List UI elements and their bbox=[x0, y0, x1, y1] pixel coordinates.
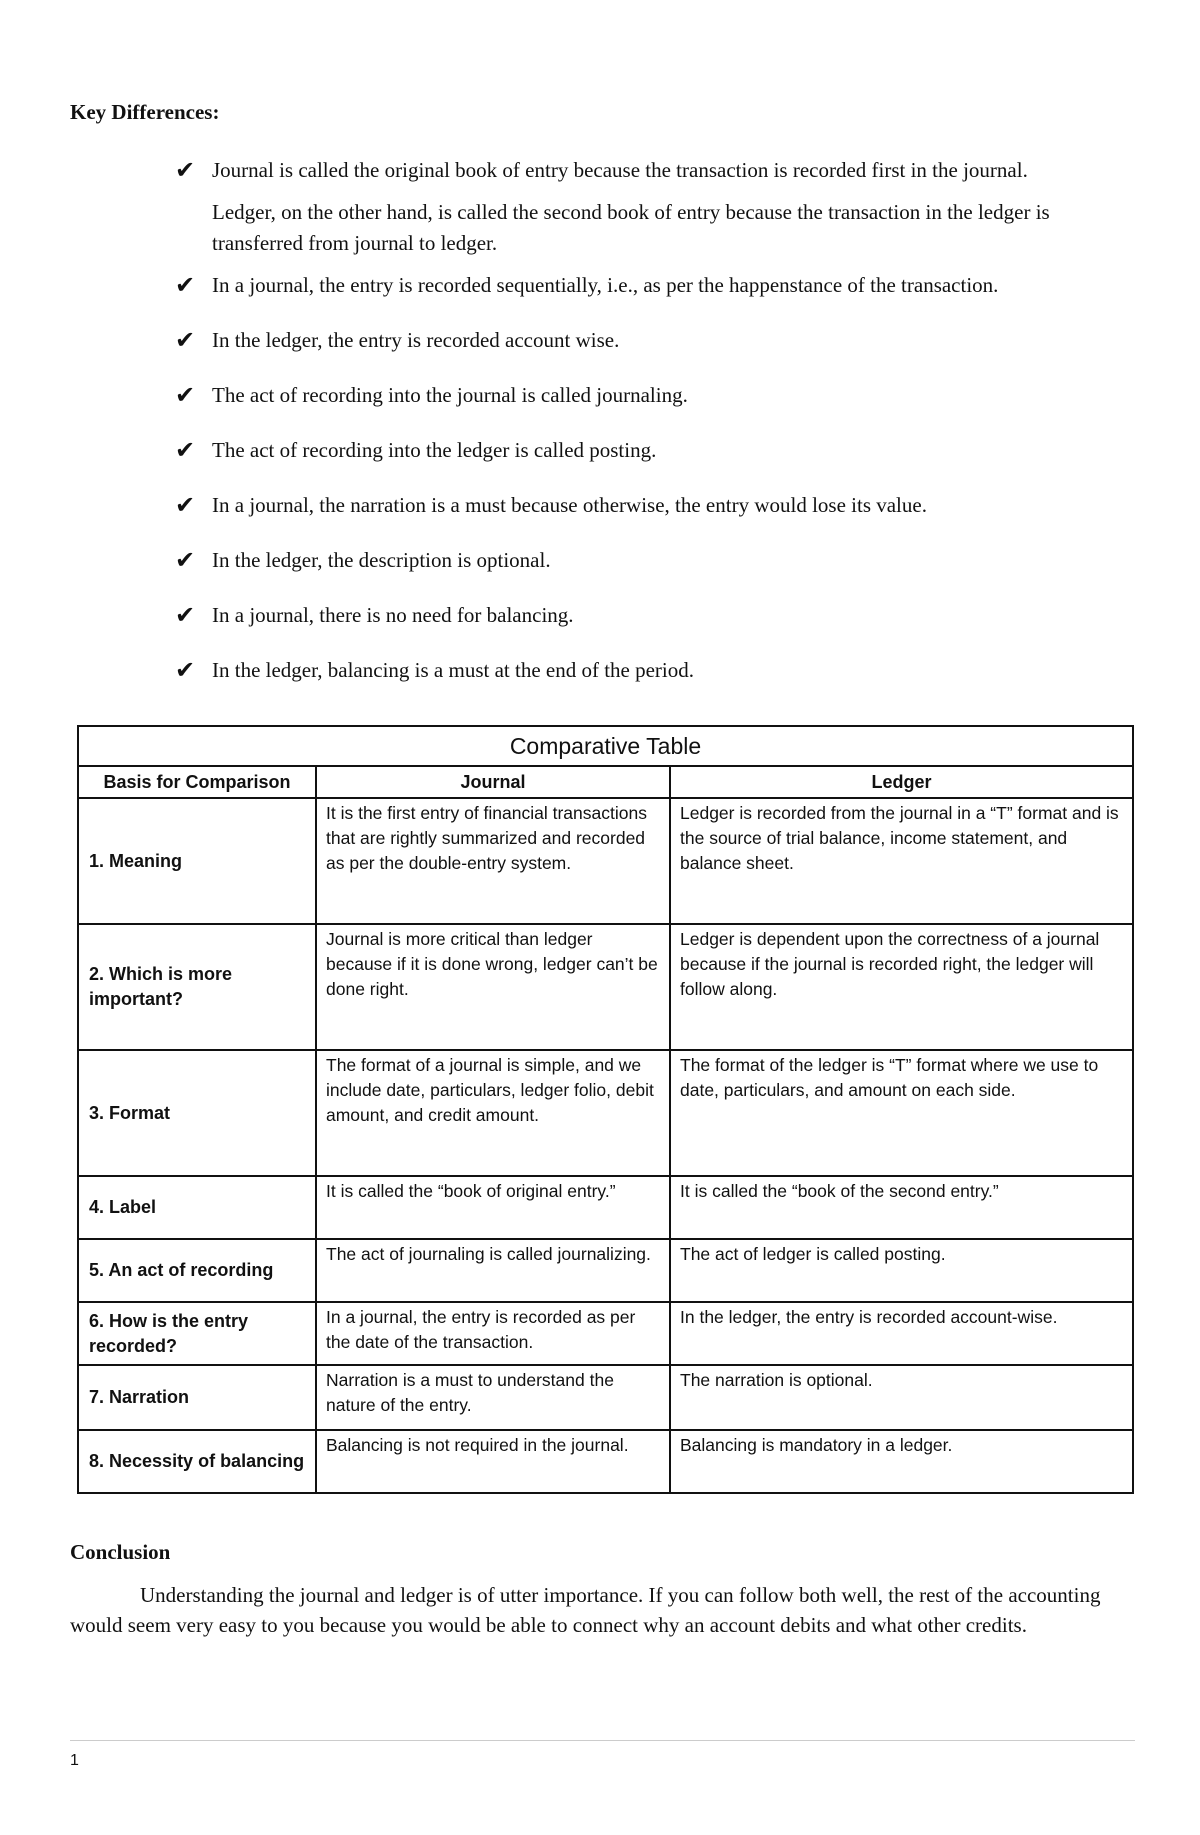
column-header-journal: Journal bbox=[316, 766, 670, 798]
comparative-table bbox=[77, 725, 1134, 1494]
list-item-text: In a journal, there is no need for balancing. bbox=[212, 603, 574, 627]
list-item-text: The act of recording into the ledger is called posting. bbox=[212, 438, 657, 462]
checkmark-icon: ✔ bbox=[175, 491, 196, 519]
ledger-cell: It is called the “book of the second entry.” bbox=[670, 1176, 1133, 1239]
checkmark-icon: ✔ bbox=[175, 381, 196, 409]
list-item-text: The act of recording into the journal is called journaling. bbox=[212, 383, 688, 407]
list-item bbox=[175, 490, 1135, 521]
journal-cell: The format of a journal is simple, and we include date, particulars, ledger folio, debit amount, and credit amount. bbox=[316, 1050, 670, 1176]
ledger-cell: Ledger is dependent upon the correctness of a journal because if the journal is recorded right, the ledger will follow along. bbox=[670, 924, 1133, 1050]
conclusion-paragraph: Understanding the journal and ledger is of utter importance. If you can follow both well, the rest of the accounting would seem very easy to you because you would be able to connect why an account debits and what other credits. bbox=[70, 1583, 1101, 1637]
table-row bbox=[78, 1430, 1133, 1493]
checkmark-icon: ✔ bbox=[175, 546, 196, 574]
checkmark-icon: ✔ bbox=[175, 326, 196, 354]
ledger-cell: In the ledger, the entry is recorded account-wise. bbox=[670, 1302, 1133, 1365]
journal-cell: Balancing is not required in the journal. bbox=[316, 1430, 670, 1493]
journal-cell: Narration is a must to understand the nature of the entry. bbox=[316, 1365, 670, 1430]
list-item-text: In a journal, the narration is a must because otherwise, the entry would lose its value. bbox=[212, 493, 927, 517]
table-header-row bbox=[78, 766, 1133, 798]
basis-cell: 5. An act of recording bbox=[78, 1239, 316, 1302]
checkmark-icon: ✔ bbox=[175, 656, 196, 684]
table-row bbox=[78, 1239, 1133, 1302]
list-item-text: Journal is called the original book of entry because the transaction is recorded first in the journal. bbox=[212, 158, 1028, 182]
ledger-cell: The act of ledger is called posting. bbox=[670, 1239, 1133, 1302]
table-row bbox=[78, 1050, 1133, 1176]
list-item bbox=[175, 600, 1135, 631]
checkmark-icon: ✔ bbox=[175, 156, 196, 184]
list-item-continuation: Ledger, on the other hand, is called the second book of entry because the transaction in the ledger is transferred from journal to ledger. bbox=[212, 200, 1050, 255]
column-header-ledger: Ledger bbox=[670, 766, 1133, 798]
column-header-basis: Basis for Comparison bbox=[78, 766, 316, 798]
key-differences-heading: Key Differences: bbox=[70, 100, 220, 124]
journal-cell: It is the first entry of financial transactions that are rightly summarized and recorded as per the double-entry system. bbox=[316, 798, 670, 924]
conclusion-heading: Conclusion bbox=[70, 1540, 171, 1564]
basis-cell: 8. Necessity of balancing bbox=[78, 1430, 316, 1493]
list-item bbox=[175, 270, 1135, 301]
journal-cell: In a journal, the entry is recorded as per the date of the transaction. bbox=[316, 1302, 670, 1365]
basis-cell: 6. How is the entry recorded? bbox=[78, 1302, 316, 1365]
checkmark-icon: ✔ bbox=[175, 436, 196, 464]
list-item-text: In the ledger, the description is optional. bbox=[212, 548, 551, 572]
list-item bbox=[175, 325, 1135, 356]
list-item-text: In the ledger, balancing is a must at the end of the period. bbox=[212, 658, 695, 682]
basis-cell: 7. Narration bbox=[78, 1365, 316, 1430]
journal-cell: Journal is more critical than ledger because if it is done wrong, ledger can’t be done right. bbox=[316, 924, 670, 1050]
table-title: Comparative Table bbox=[78, 726, 1133, 766]
table-row bbox=[78, 798, 1133, 924]
list-item bbox=[175, 545, 1135, 576]
journal-cell: It is called the “book of original entry.” bbox=[316, 1176, 670, 1239]
list-item-text: In the ledger, the entry is recorded account wise. bbox=[212, 328, 620, 352]
checkmark-icon: ✔ bbox=[175, 601, 196, 629]
table-row bbox=[78, 1176, 1133, 1239]
page-number: 1 bbox=[70, 1752, 79, 1769]
ledger-cell: Balancing is mandatory in a ledger. bbox=[670, 1430, 1133, 1493]
table-row bbox=[78, 924, 1133, 1050]
checkmark-icon: ✔ bbox=[175, 271, 196, 299]
journal-cell: The act of journaling is called journalizing. bbox=[316, 1239, 670, 1302]
table-row bbox=[78, 1365, 1133, 1430]
table-row bbox=[78, 1302, 1133, 1365]
basis-cell: 1. Meaning bbox=[78, 798, 316, 924]
list-item bbox=[175, 655, 1135, 686]
key-differences-list bbox=[175, 155, 1135, 686]
list-item-text: In a journal, the entry is recorded sequentially, i.e., as per the happenstance of the transaction. bbox=[212, 273, 999, 297]
list-item bbox=[175, 155, 1135, 259]
basis-cell: 3. Format bbox=[78, 1050, 316, 1176]
basis-cell: 2. Which is more important? bbox=[78, 924, 316, 1050]
ledger-cell: The narration is optional. bbox=[670, 1365, 1133, 1430]
ledger-cell: Ledger is recorded from the journal in a “T” format and is the source of trial balance, income statement, and balance sheet. bbox=[670, 798, 1133, 924]
ledger-cell: The format of the ledger is “T” format where we use to date, particulars, and amount on each side. bbox=[670, 1050, 1133, 1176]
list-item bbox=[175, 435, 1135, 466]
basis-cell: 4. Label bbox=[78, 1176, 316, 1239]
footer-divider bbox=[70, 1740, 1135, 1741]
list-item bbox=[175, 380, 1135, 411]
